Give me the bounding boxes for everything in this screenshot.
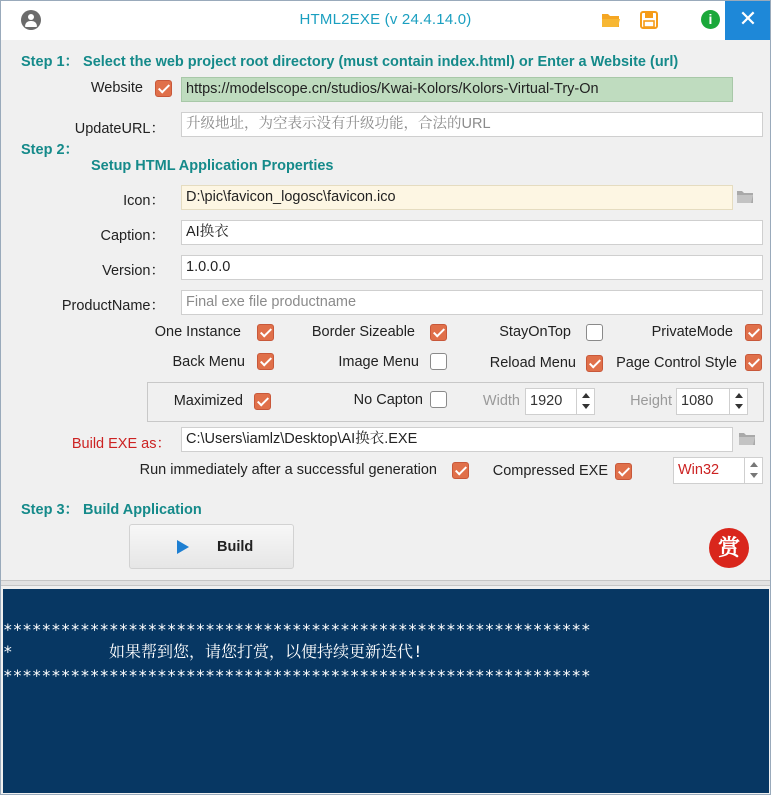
console-output <box>3 589 769 793</box>
height-value: 1080 <box>681 393 714 409</box>
page-control-style-checkbox[interactable] <box>745 354 762 371</box>
one-instance-label: One Instance <box>154 324 241 340</box>
maximized-checkbox[interactable] <box>254 393 271 410</box>
back-menu-label: Back Menu <box>172 354 245 370</box>
image-menu-checkbox[interactable] <box>430 353 447 370</box>
open-folder-icon[interactable] <box>601 12 621 28</box>
save-icon[interactable] <box>640 11 658 29</box>
browse-icon-folder-icon[interactable] <box>736 190 754 204</box>
splitter[interactable] <box>0 580 771 586</box>
website-input[interactable]: https://modelscope.cn/studios/Kwai-Kolors/Kolors-Virtual-Try-On <box>181 77 733 102</box>
width-spinbox[interactable] <box>525 388 595 415</box>
step2-subheading: Setup HTML Application Properties <box>91 158 334 174</box>
step3-heading: Step 3： Build Application <box>21 502 202 518</box>
private-mode-checkbox[interactable] <box>745 324 762 341</box>
border-sizeable-checkbox[interactable] <box>430 324 447 341</box>
platform-value: Win32 <box>678 462 720 478</box>
console-line-2: * 如果帮到您，请您打赏，以便持续更新迭代! <box>3 642 423 661</box>
console-line-3: ************************************************************* <box>3 666 591 685</box>
private-mode-label: PrivateMode <box>651 324 733 340</box>
height-spinbox[interactable] <box>676 388 748 415</box>
build-exe-label: Build EXE as： <box>71 436 171 452</box>
maximized-label: Maximized <box>173 393 243 409</box>
stay-on-top-checkbox[interactable] <box>586 324 603 341</box>
image-menu-label: Image Menu <box>338 354 419 370</box>
one-instance-checkbox[interactable] <box>257 324 274 341</box>
browse-exe-folder-icon[interactable] <box>738 432 756 446</box>
compressed-exe-label: Compressed EXE <box>492 463 608 479</box>
page-control-style-label: Page Control Style <box>616 355 737 371</box>
reload-menu-checkbox[interactable] <box>586 355 603 372</box>
build-button[interactable] <box>129 524 294 569</box>
close-button[interactable]: ✕ <box>725 0 771 40</box>
no-caption-checkbox[interactable] <box>430 391 447 408</box>
step2-heading: Step 2： <box>21 142 80 158</box>
build-button-label: Build <box>217 539 254 555</box>
icon-label: Icon： <box>123 193 165 209</box>
product-name-label: ProductName： <box>61 298 165 314</box>
width-spin-buttons[interactable] <box>576 389 594 414</box>
compressed-exe-checkbox[interactable] <box>615 463 632 480</box>
website-label: Website <box>90 80 143 96</box>
caption-label: Caption： <box>100 228 165 244</box>
version-label: Version： <box>102 263 165 279</box>
width-value: 1920 <box>530 393 563 409</box>
step1-heading: Step 1： Select the web project root directory (must contain index.html) or Enter a Website (url) <box>21 54 679 70</box>
console-line-1: ************************************************************* <box>3 620 591 639</box>
width-label: Width <box>482 393 520 409</box>
height-spin-buttons[interactable] <box>729 389 747 414</box>
update-url-input[interactable]: 升级地址，为空表示没有升级功能，合法的URL <box>181 112 763 137</box>
play-icon <box>176 540 190 554</box>
update-url-label: UpdateURL： <box>74 121 165 137</box>
reload-menu-label: Reload Menu <box>489 355 576 371</box>
no-caption-label: No Capton <box>353 392 423 408</box>
info-icon[interactable]: i <box>701 10 720 29</box>
website-checkbox[interactable] <box>155 80 172 97</box>
reward-icon[interactable]: 赏 <box>709 528 749 568</box>
caption-input[interactable]: AI换衣 <box>181 220 763 245</box>
version-input[interactable]: 1.0.0.0 <box>181 255 763 280</box>
platform-spin-buttons[interactable] <box>744 458 762 483</box>
stay-on-top-label: StayOnTop <box>499 324 571 340</box>
platform-select[interactable] <box>673 457 763 484</box>
run-immediately-label: Run immediately after a successful generation <box>139 462 437 478</box>
back-menu-checkbox[interactable] <box>257 353 274 370</box>
product-name-input[interactable]: Final exe file productname <box>181 290 763 315</box>
run-immediately-checkbox[interactable] <box>452 462 469 479</box>
border-sizeable-label: Border Sizeable <box>311 324 415 340</box>
height-label: Height <box>630 393 672 409</box>
build-exe-input[interactable]: C:\Users\iamlz\Desktop\AI换衣.EXE <box>181 427 733 452</box>
window-title: HTML2EXE (v 24.4.14.0) <box>299 11 472 28</box>
icon-input[interactable]: D:\pic\favicon_logosc\favicon.ico <box>181 185 733 210</box>
